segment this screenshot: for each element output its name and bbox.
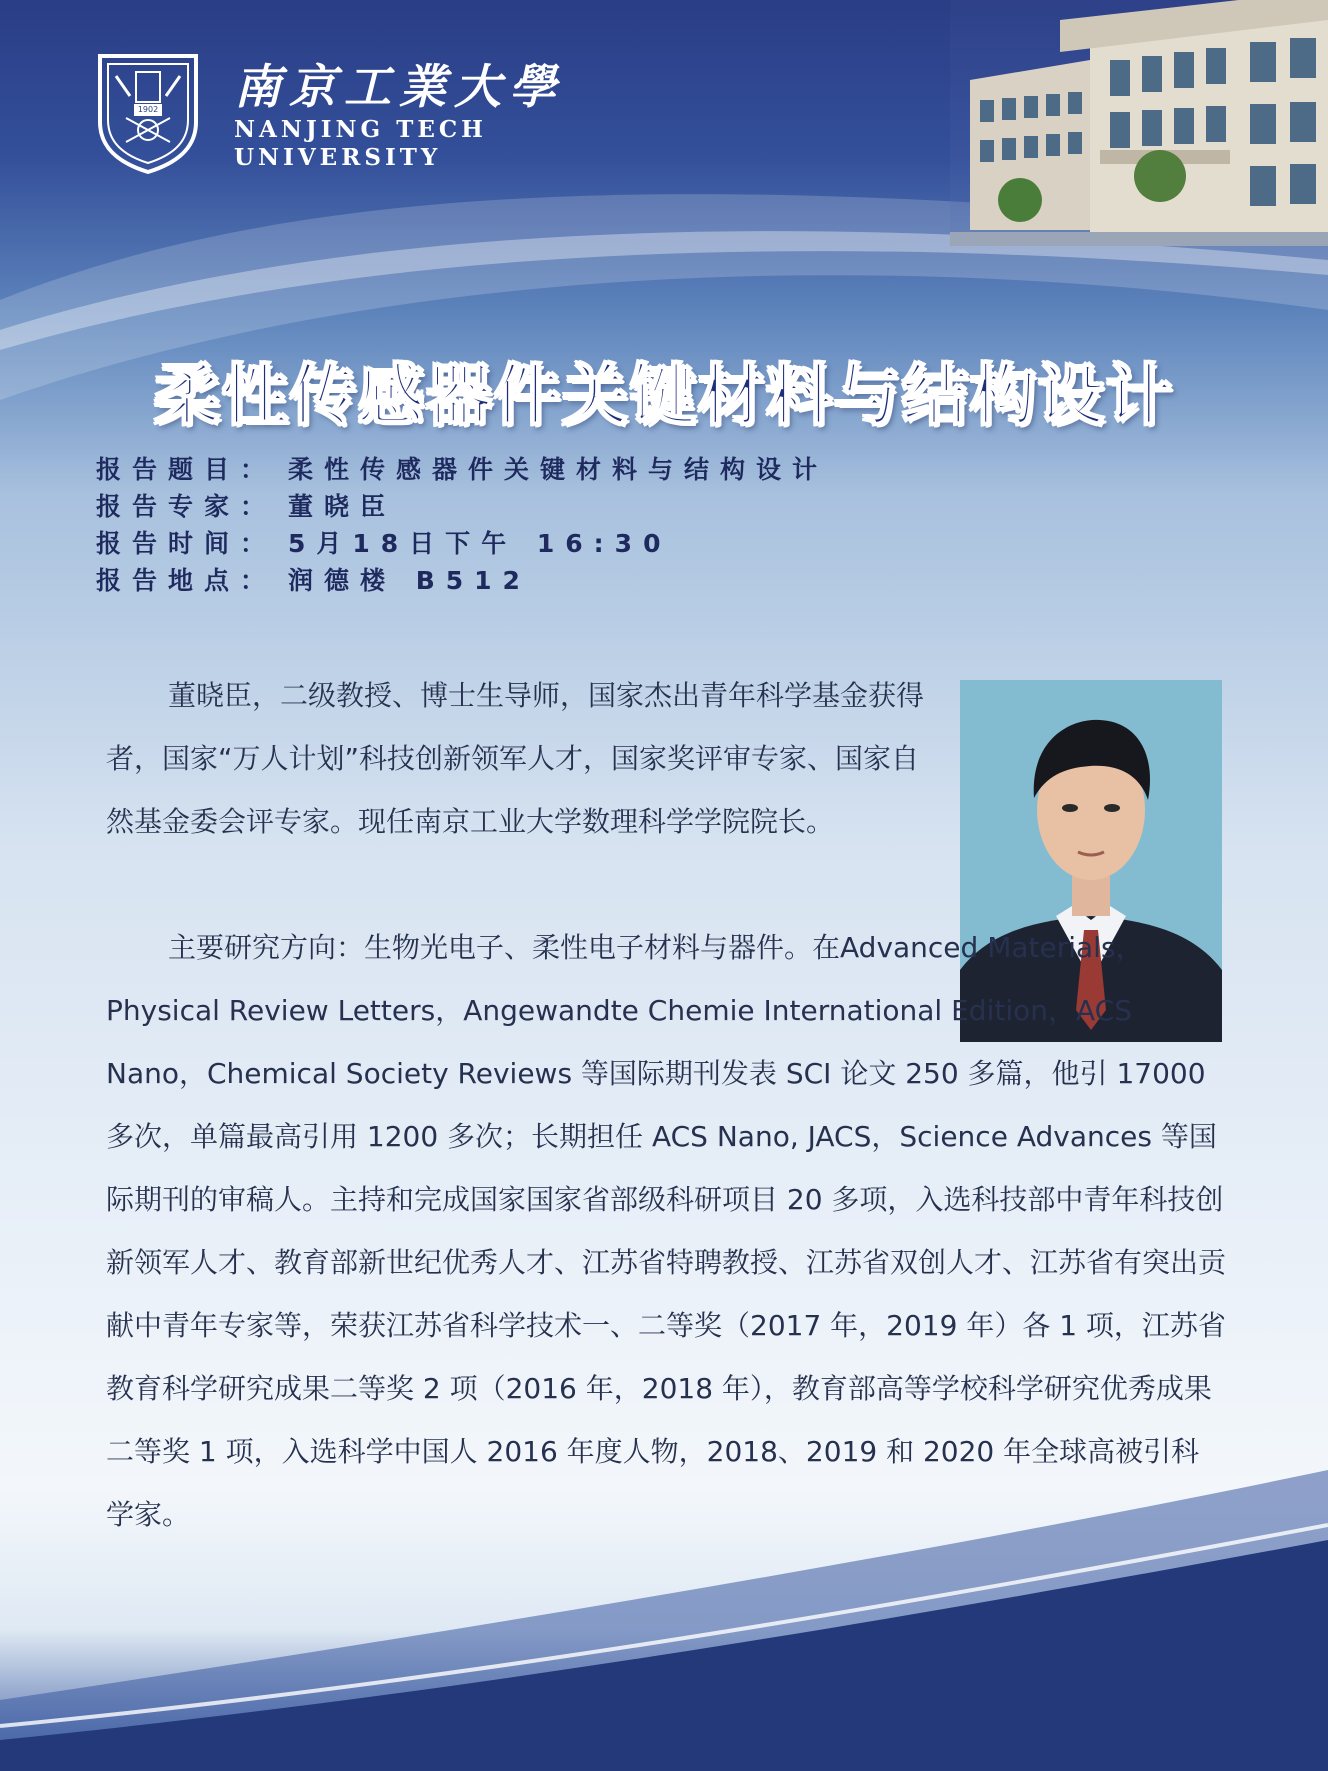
university-name-cn: 南京工業大學 xyxy=(234,60,564,115)
bio-paragraph-1-text: 董晓臣，二级教授、博士生导师，国家杰出青年科学基金获得者，国家“万人计划”科技创新领军人才，国家奖评审专家、国家自然基金委会评专家。现任南京工业大学数理科学学院院长。 xyxy=(106,679,925,838)
bio-paragraph-2-text: 主要研究方向：生物光电子、柔性电子材料与器件。在Advanced Materials，Physical Review Letters，Angewandte Chemie International Edition，ACS Nano，Chemical Society Reviews 等国际期刊发表 SCI 论文 250 多篇，他引 17000 多次，单篇最高引用 1200 多次；长期担任 ACS Nano, JACS，Science Advances 等国际期刊的审稿人。主持和完成国家国家省部级科研项目 20 多项，入选科技部中青年科技创新领军人才、教育部新世纪优秀人才、江苏省特聘教授、江苏省双创人才、江苏省有突出贡献中青年专家等，荣获江苏省科学技术一、二等奖（2017 年，2019 年）各 1 项，江苏省教育科学研究成果二等奖 2 项（2016 年，2018 年），教育部高等学校科学研究优秀成果二等奖 1 项，入选科学中国人 2016 年度人物，2018、2019 和 2020 年全球高被引科学家。 xyxy=(106,931,1227,1531)
bio-paragraph-1 xyxy=(106,664,942,853)
info-row-location xyxy=(96,561,828,598)
info-value-time: 5月18日下午 16:30 xyxy=(288,529,672,558)
university-name-en xyxy=(234,116,487,172)
university-emblem-icon xyxy=(96,52,200,174)
emblem-year: 1902 xyxy=(137,105,159,114)
info-value-location: 润德楼 B512 xyxy=(288,566,531,595)
university-name-en-line1: NANJING TECH xyxy=(234,116,487,143)
info-label-location: 报告地点： xyxy=(96,566,277,595)
info-value-speaker: 董晓臣 xyxy=(288,492,397,521)
info-row-topic xyxy=(96,450,828,487)
university-name-en-line2: UNIVERSITY xyxy=(234,144,442,171)
info-row-time xyxy=(96,524,828,561)
poster-title: 柔性传感器件关键材料与结构设计 xyxy=(154,357,1174,434)
campus-building-image xyxy=(950,0,1328,246)
info-value-topic: 柔性传感器件关键材料与结构设计 xyxy=(288,455,829,484)
talk-info xyxy=(96,450,828,598)
bio-paragraph-2 xyxy=(106,916,1226,1546)
info-label-speaker: 报告专家： xyxy=(96,492,277,521)
info-label-topic: 报告题目： xyxy=(96,455,277,484)
info-label-time: 报告时间： xyxy=(96,529,277,558)
info-row-speaker xyxy=(96,487,828,524)
